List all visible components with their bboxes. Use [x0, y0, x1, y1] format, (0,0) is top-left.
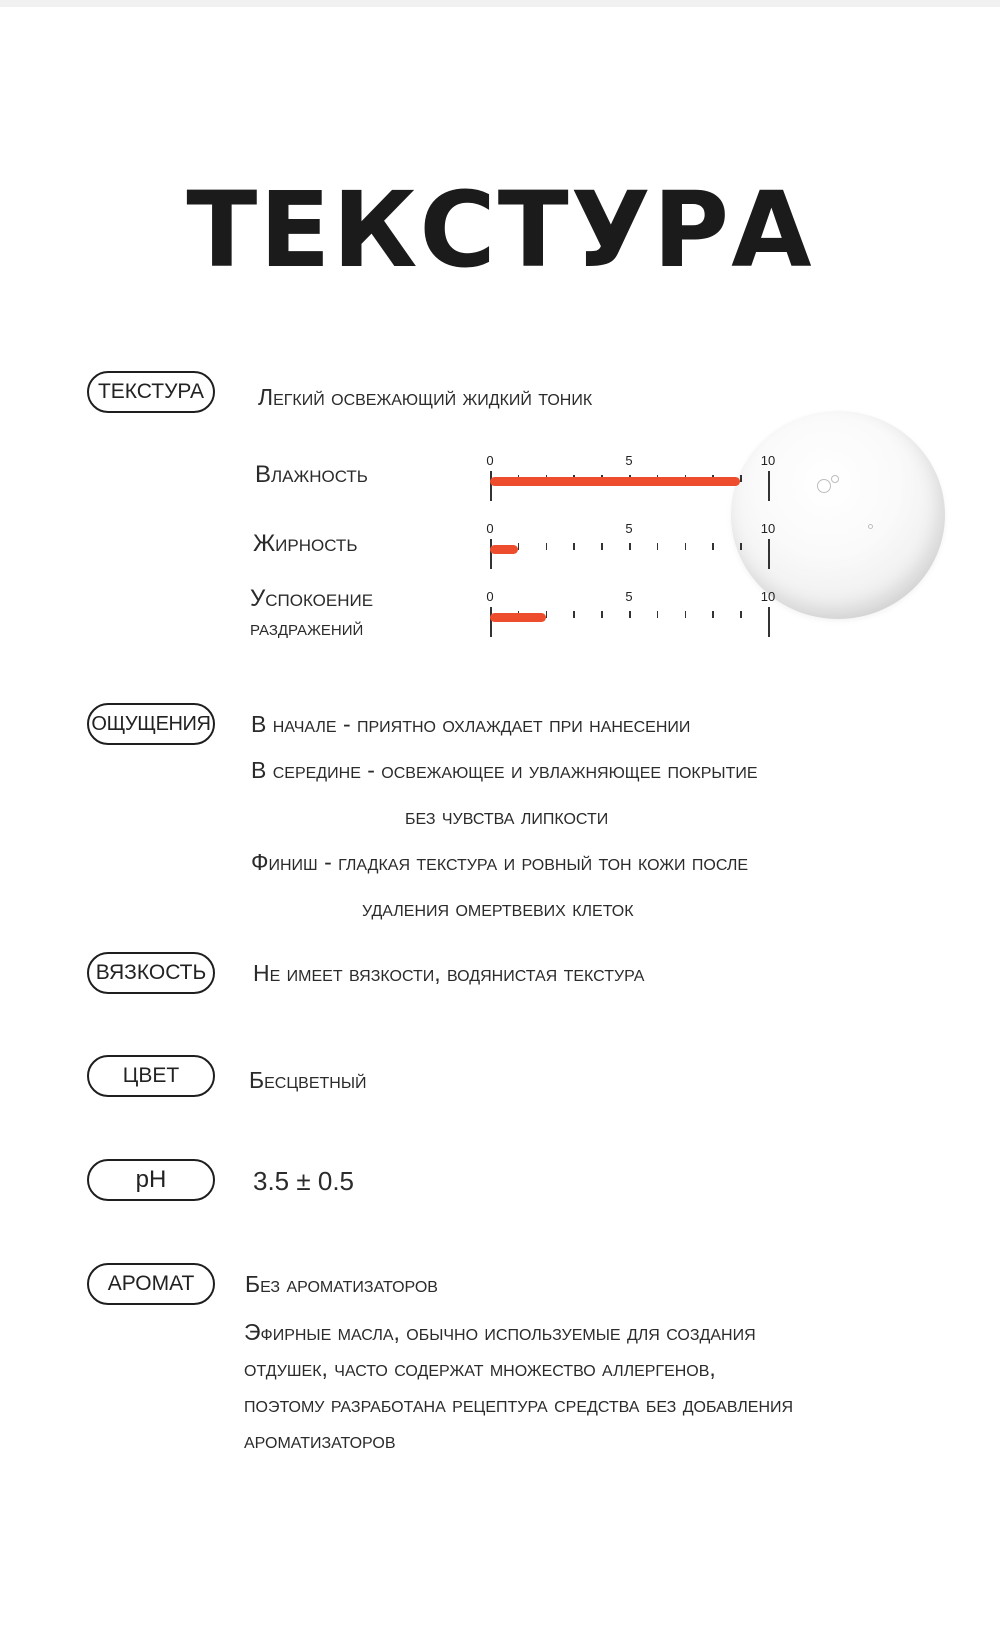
scale-tick: [490, 471, 492, 501]
viscosity-value: Не имеет вязкости, водянистая текстура: [253, 960, 645, 986]
scale-tick-label: 10: [760, 521, 776, 536]
texture-pill: ТЕКСТУРА: [87, 371, 215, 413]
metric-soothing-scale: [486, 589, 780, 649]
sensation-line-middle: В середине - освежающее и увлажняющее покрытие: [251, 757, 758, 783]
metric-oiliness-scale: [486, 521, 780, 581]
scale-tick: [685, 543, 687, 550]
scale-tick: [629, 543, 631, 550]
scale-tick: [573, 611, 575, 618]
sensation-line-start: В начале - приятно охлаждает при нанесении: [251, 711, 691, 737]
sensation-line-middle-cont: без чувства липкости: [405, 803, 609, 829]
scale-tick: [657, 543, 659, 550]
scale-tick-label: 0: [486, 589, 494, 604]
scale-tick: [712, 611, 714, 618]
aroma-detail-line: Эфирные масла, обычно используемые для создания: [244, 1319, 756, 1345]
metric-level-bar: [490, 613, 546, 622]
scale-tick: [768, 539, 770, 569]
metric-level-bar: [490, 545, 518, 554]
metric-level-bar: [490, 477, 740, 486]
scale-tick: [657, 611, 659, 618]
texture-description: Легкий освежающий жидкий тоник: [258, 384, 593, 410]
scale-tick-label: 10: [760, 453, 776, 468]
bubble-icon: [817, 479, 831, 493]
scale-tick: [740, 543, 742, 550]
top-strip: [0, 0, 1000, 7]
scale-tick: [546, 543, 548, 550]
metric-moisture-label: Влажность: [255, 461, 368, 488]
metric-soothing-label: [250, 584, 373, 642]
scale-tick: [768, 607, 770, 637]
sensation-line-finish: Финиш - гладкая текстура и ровный тон кожи после: [251, 849, 749, 875]
scale-tick: [490, 607, 492, 637]
metric-moisture-scale: [486, 453, 780, 513]
metric-soothing-line1: Успокоение: [250, 585, 374, 612]
aroma-detail-line: отдушек, часто содержат множество аллергенов,: [244, 1355, 716, 1381]
scale-tick: [629, 611, 631, 618]
scale-tick-label: 10: [760, 589, 776, 604]
scale-tick-label: 0: [486, 521, 494, 536]
scale-tick: [601, 611, 603, 618]
gel-droplet-image: [731, 411, 945, 619]
aroma-value: Без ароматизаторов: [245, 1271, 438, 1297]
bubble-icon: [868, 524, 873, 529]
scale-tick: [601, 543, 603, 550]
scale-tick: [546, 611, 548, 618]
color-pill: ЦВЕТ: [87, 1055, 215, 1097]
page-title: ТЕКСТУРА: [186, 169, 814, 291]
scale-tick: [768, 471, 770, 501]
scale-tick-label: 5: [625, 589, 633, 604]
sensation-line-finish-cont: удаления омертвевих клеток: [362, 895, 634, 921]
scale-tick: [685, 611, 687, 618]
scale-tick: [712, 543, 714, 550]
metric-soothing-line2: раздражений: [250, 615, 364, 640]
metric-oiliness-label: Жирность: [253, 530, 358, 557]
viscosity-pill: ВЯЗКОСТЬ: [87, 952, 215, 994]
color-value: Бесцветный: [249, 1067, 367, 1093]
ph-pill: pH: [87, 1159, 215, 1201]
ph-value: 3.5 ± 0.5: [253, 1166, 355, 1196]
aroma-detail-line: ароматизаторов: [244, 1427, 396, 1453]
aroma-pill: АРОМАТ: [87, 1263, 215, 1305]
scale-tick: [740, 475, 742, 482]
bubble-icon: [831, 475, 839, 483]
scale-tick: [518, 543, 520, 550]
aroma-detail-line: поэтому разработана рецептура средства без добавления: [244, 1391, 794, 1417]
scale-tick-label: 5: [625, 453, 633, 468]
scale-tick: [573, 543, 575, 550]
scale-tick-label: 0: [486, 453, 494, 468]
scale-tick: [740, 611, 742, 618]
scale-tick: [490, 539, 492, 569]
scale-tick-label: 5: [625, 521, 633, 536]
sensations-pill: ОЩУЩЕНИЯ: [87, 703, 215, 745]
